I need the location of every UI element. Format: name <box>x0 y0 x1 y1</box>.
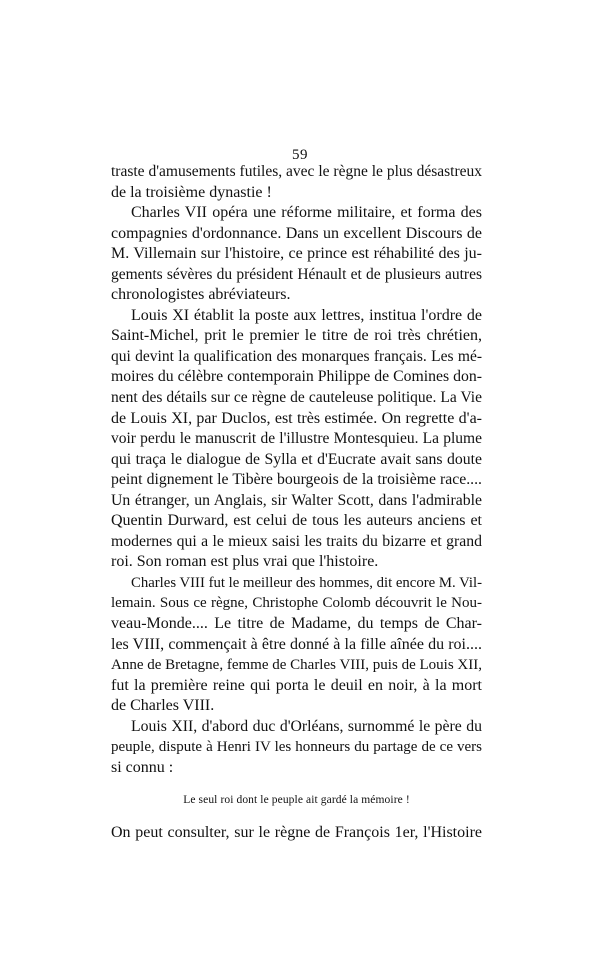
text-line: chronologistes abréviateurs. <box>111 286 291 304</box>
text-line: peint dignement le Tibère bourgeois de la troisième race.... <box>111 471 482 489</box>
text-line: compagnies d'ordonnance. Dans un excellent Discours de <box>111 224 482 242</box>
text-line: Charles VII opéra une réforme militaire, et forma des <box>131 204 482 222</box>
text-line: modernes qui a le mieux saisi les traits du bizarre et grand <box>111 532 482 550</box>
text-line: si connu : <box>111 758 174 776</box>
text-line: qui traça le dialogue de Sylla et d'Eucrate avait sans doute <box>111 450 482 468</box>
body-text <box>111 162 482 844</box>
text-line: On peut consulter, sur le règne de François 1er, l'Histoire <box>111 823 482 841</box>
text-line: Louis XII, d'abord duc d'Orléans, surnommé le père du <box>131 717 482 735</box>
text-line: nent des détails sur ce règne de cauteleuse politique. La Vie <box>111 389 482 407</box>
text-line: moires du célèbre contemporain Philippe de Comines don- <box>111 368 482 386</box>
text-line: Quentin Durward, est celui de tous les auteurs anciens et <box>111 512 482 530</box>
text-line: Saint-Michel, prit le premier le titre de roi très chrétien, <box>111 327 482 345</box>
text-line: lemain. Sous ce règne, Christophe Colomb découvrit le Nou- <box>111 595 482 612</box>
verse-quote: Le seul roi dont le peuple ait gardé la mémoire ! <box>183 794 410 807</box>
text-line: de Louis XI, par Duclos, est très estimée. On regrette d'a- <box>111 409 482 427</box>
text-line: Un étranger, un Anglais, sir Walter Scott, dans l'admirable <box>111 491 482 509</box>
page-number: 59 <box>292 147 308 163</box>
text-line: de Charles VIII. <box>111 697 215 715</box>
text-line: de la troisième dynastie ! <box>111 183 272 201</box>
text-line: peuple, dispute à Henri IV les honneurs du partage de ce vers <box>111 739 482 756</box>
text-line: M. Villemain sur l'histoire, ce prince est réhabilité des ju- <box>111 245 482 263</box>
text-line: veau-Monde.... Le titre de Madame, du temps de Char- <box>111 615 482 633</box>
text-line: Charles VIII fut le meilleur des hommes, dit encore M. Vil- <box>131 574 482 591</box>
text-line: gements sévères du président Hénault et de plusieurs autres <box>111 265 482 283</box>
text-line: roi. Son roman est plus vrai que l'histoire. <box>111 553 379 571</box>
text-line: qui devint la qualification des monarques français. Les mé- <box>111 347 482 365</box>
text-line: voir perdu le manuscrit de l'illustre Montesquieu. La plume <box>111 430 482 448</box>
text-line: fut la première reine qui porta le deuil en noir, à la mort <box>111 676 482 694</box>
text-line: traste d'amusements futiles, avec le règne le plus désastreux <box>111 163 482 180</box>
text-line: Anne de Bretagne, femme de Charles VIII, puis de Louis XII, <box>111 657 482 674</box>
text-line: les VIII, commençait à être donné à la fille aînée du roi.... <box>111 635 482 653</box>
text-line: Louis XI établit la poste aux lettres, institua l'ordre de <box>131 306 482 324</box>
